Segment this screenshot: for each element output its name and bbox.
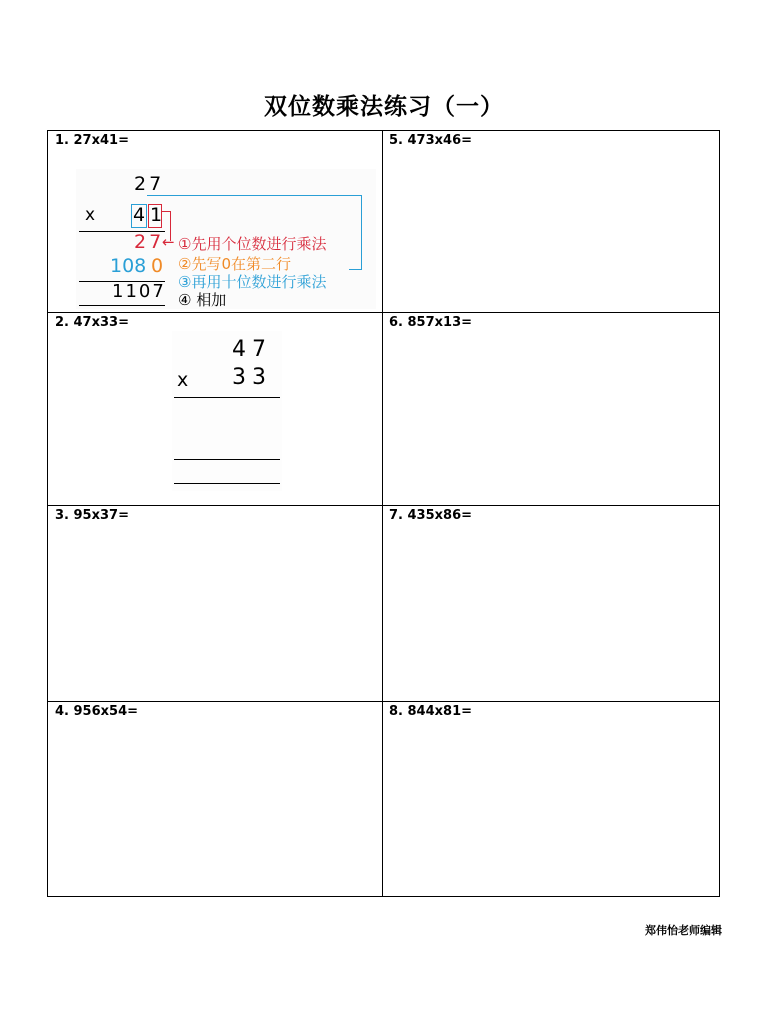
step-3-text: ③再用十位数进行乘法 bbox=[178, 273, 327, 291]
arrow-left: ← bbox=[162, 233, 175, 251]
exercise-3-label: 3. 95x37= bbox=[55, 508, 129, 523]
ex2-multiplicand: 47 bbox=[232, 337, 272, 362]
exercise-2-label: 2. 47x33= bbox=[55, 315, 129, 330]
grid-divider-vertical bbox=[382, 131, 383, 896]
placeholder-zero: 0 bbox=[151, 255, 164, 277]
worked-example-1 bbox=[76, 169, 376, 309]
grid-divider-row2 bbox=[48, 505, 719, 506]
exercise-5-label: 5. 473x46= bbox=[389, 133, 473, 148]
exercise-8-label: 8. 844x81= bbox=[389, 704, 473, 719]
multiplicand: 27 bbox=[134, 173, 165, 195]
multiplier-tens-digit: 4 bbox=[133, 204, 146, 226]
times-sign: x bbox=[85, 205, 96, 225]
page-title: 双位数乘法练习（一） bbox=[264, 94, 504, 120]
step-2-text: ②先写0在第二行 bbox=[178, 255, 291, 273]
final-product: 1107 bbox=[112, 281, 166, 302]
exercise-4-label: 4. 956x54= bbox=[55, 704, 139, 719]
step-4-text: ④ 相加 bbox=[178, 291, 227, 309]
blue-connector-top bbox=[147, 195, 362, 196]
ex2-rule-3 bbox=[174, 483, 280, 484]
grid-divider-row1 bbox=[48, 312, 719, 313]
exercise-1-label: 1. 27x41= bbox=[55, 133, 129, 148]
editor-credit: 郑伟怡老师编辑 bbox=[645, 924, 722, 937]
ex2-rule-2 bbox=[174, 459, 280, 460]
ex2-rule-1 bbox=[174, 397, 280, 398]
partial-product-2: 108 bbox=[110, 255, 147, 277]
exercise-7-label: 7. 435x86= bbox=[389, 508, 473, 523]
blue-connector-bottom bbox=[349, 269, 362, 270]
blue-connector-right bbox=[361, 195, 362, 269]
grid-divider-row3 bbox=[48, 701, 719, 702]
ex2-times-sign: x bbox=[177, 369, 189, 391]
worked-example-2 bbox=[172, 331, 282, 491]
exercise-6-label: 6. 857x13= bbox=[389, 315, 473, 330]
exercise-grid bbox=[47, 130, 720, 897]
multiplier-ones-digit: 1 bbox=[150, 204, 163, 226]
rule-3 bbox=[79, 305, 165, 306]
partial-product-1: 27 bbox=[134, 231, 165, 253]
ex2-multiplier: 33 bbox=[232, 365, 272, 390]
step-1-text: ①先用个位数进行乘法 bbox=[178, 235, 327, 253]
